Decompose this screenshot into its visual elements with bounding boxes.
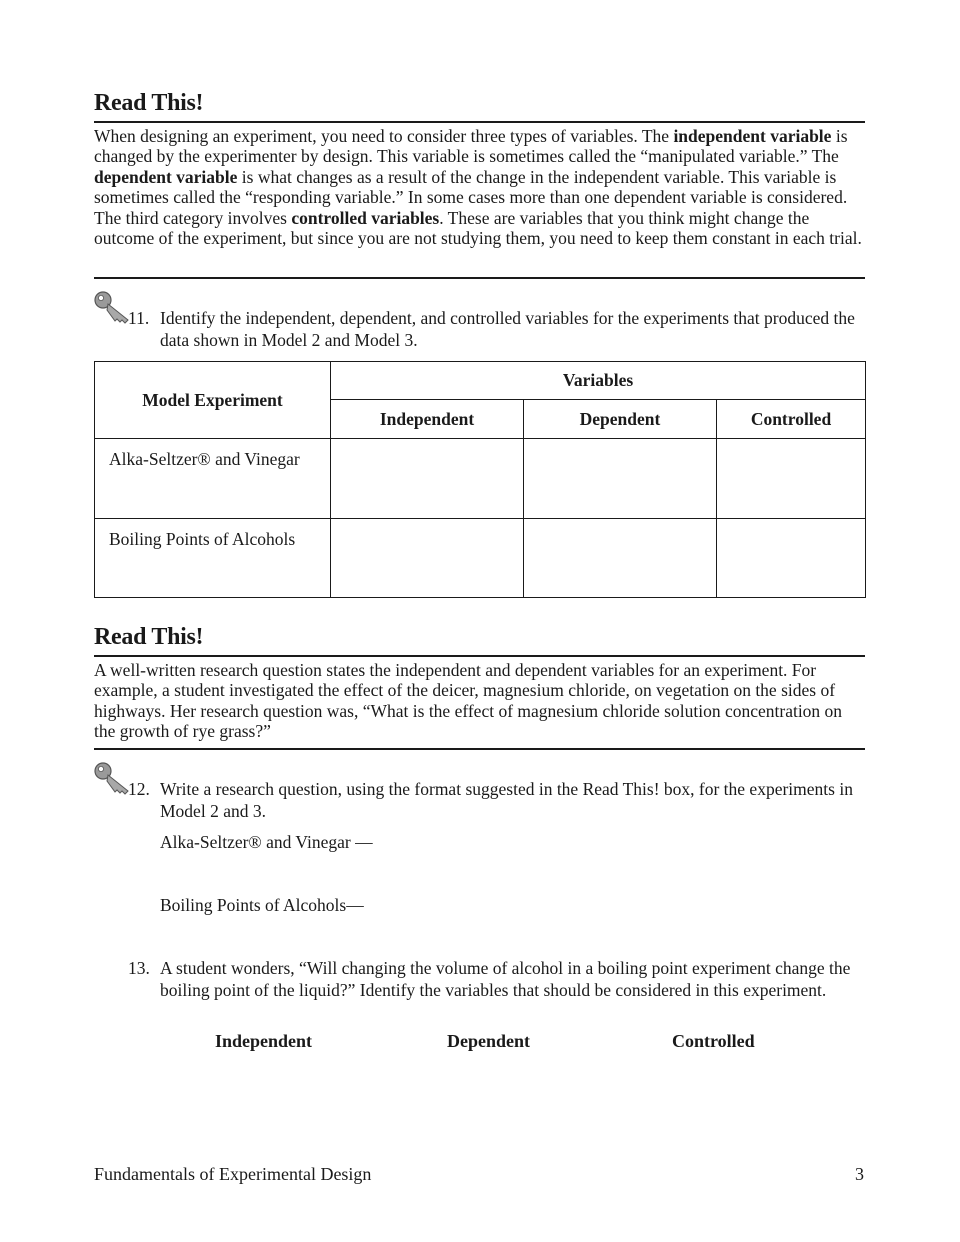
answer-cell-dependent[interactable]	[524, 439, 717, 518]
heading-rule-1	[94, 121, 865, 123]
column-label-dependent: Dependent	[447, 1031, 531, 1051]
read-this-heading-1: Read This!	[94, 90, 204, 116]
answer-cell-controlled[interactable]	[717, 518, 866, 597]
header-independent: Independent	[331, 400, 524, 439]
page-number: 3	[855, 1164, 864, 1184]
header-dependent: Dependent	[524, 400, 717, 439]
key-icon	[92, 290, 132, 326]
read-this-heading-2: Read This!	[94, 624, 204, 650]
term-independent-variable: independent variable	[673, 126, 832, 146]
row-label-boiling-points: Boiling Points of Alcohols	[95, 518, 331, 597]
column-label-controlled: Controlled	[672, 1031, 755, 1051]
read-this-paragraph-1: When designing an experiment, you need to consider three types of variables. The independent variable is changed by the experimenter by design. This variable is sometimes called the “manipulated variable.” The dependent variable is what changes as a result of the change in the independent variable. This variable is sometimes called the “responding variable.” In some cases more than one dependent variable is considered. The third category involves controlled variables. These are variables that you think might change the outcome of the experiment, but since you are not studying them, you need to keep them constant in each trial.	[94, 126, 862, 249]
term-dependent-variable: dependent variable	[94, 166, 238, 187]
question-12-text: Write a research question, using the format suggested in the Read This! box, for the experiments in Model 2 and 3.	[160, 779, 853, 821]
column-label-independent: Independent	[215, 1031, 313, 1051]
question-number-13: 13.	[128, 958, 150, 978]
section-rule-1	[94, 277, 865, 279]
answer-cell-controlled[interactable]	[717, 439, 866, 518]
section-rule-2	[94, 748, 865, 750]
answer-cell-dependent[interactable]	[524, 518, 717, 597]
question-13-text: A student wonders, “Will changing the volume of alcohol in a boiling point experiment change the boiling point of the liquid?” Identify the variables that should be considered in this experiment.	[160, 958, 851, 1000]
answer-cell-independent[interactable]	[331, 518, 524, 597]
footer-title: Fundamentals of Experimental Design	[94, 1164, 372, 1184]
row-label-alka-seltzer: Alka-Seltzer® and Vinegar	[95, 439, 331, 518]
header-model-experiment: Model Experiment	[95, 362, 331, 439]
header-controlled: Controlled	[717, 400, 866, 439]
header-variables: Variables	[331, 362, 866, 400]
question-11-text: Identify the independent, dependent, and controlled variables for the experiments that produced the data shown in Model 2 and Model 3.	[160, 308, 855, 350]
read-this-paragraph-2: A well-written research question states the independent and dependent variables for an experiment. For example, a student investigated the effect of the deicer, magnesium chloride, on vegetation on the sides of highways. Her research question was, “What is the effect of magnesium chloride solution concentration on the growth of rye grass?”	[94, 660, 843, 742]
heading-rule-2	[94, 655, 865, 657]
question-number-11: 11.	[128, 308, 150, 328]
term-controlled-variables: controlled variables	[291, 207, 440, 228]
question-number-12: 12.	[128, 779, 150, 799]
variables-table	[94, 361, 866, 598]
key-icon	[92, 761, 132, 797]
prompt-alka-seltzer: Alka-Seltzer® and Vinegar —	[160, 832, 373, 852]
prompt-boiling-points: Boiling Points of Alcohols—	[160, 895, 364, 915]
table-row	[95, 518, 866, 597]
answer-cell-independent[interactable]	[331, 439, 524, 518]
table-row	[95, 439, 866, 518]
